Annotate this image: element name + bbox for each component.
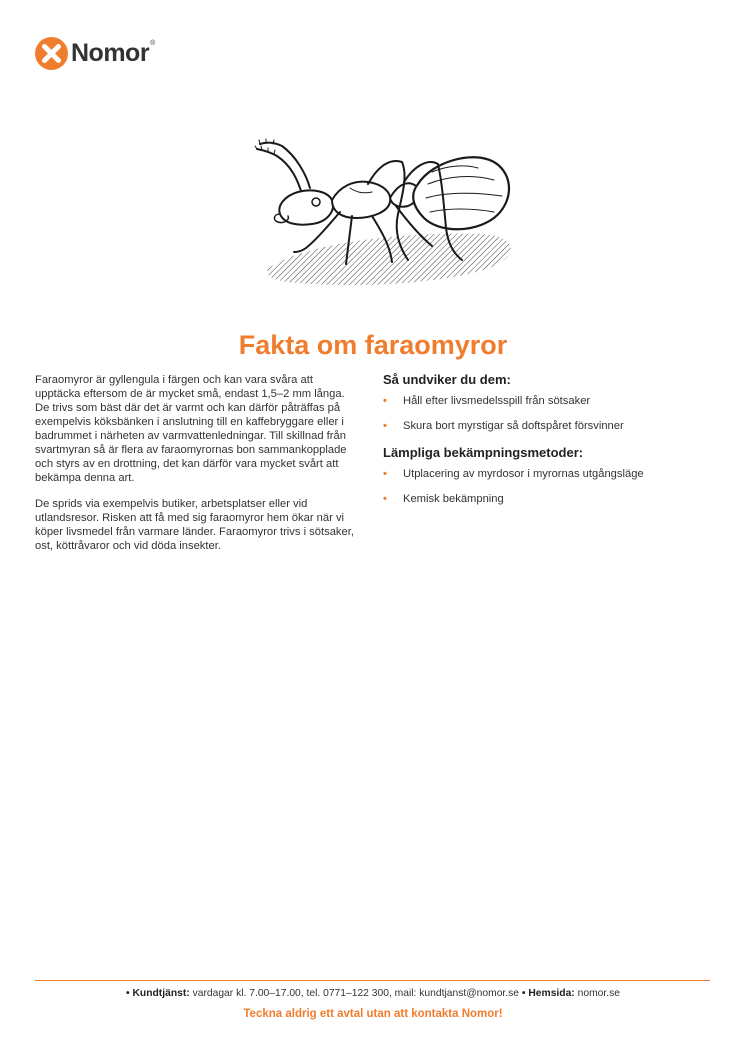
website-link[interactable]: nomor.se (577, 988, 620, 999)
bullet-icon: • (383, 468, 387, 480)
methods-list (383, 468, 718, 506)
list-item-text: Utplacering av myrdosor i myrornas utgångsläge (403, 468, 644, 480)
list-item-text: Håll efter livsmedelsspill från sötsaker (403, 395, 591, 407)
footer-call-to-action: Teckna aldrig ett avtal utan att kontakta Nomor! (243, 1008, 503, 1020)
list-item (383, 420, 718, 433)
list-item (383, 468, 718, 481)
list-item-text: Kemisk bekämpning (403, 493, 504, 505)
nomor-logo-icon (35, 37, 68, 70)
registered-mark: ® (150, 40, 156, 47)
list-item (383, 395, 718, 408)
footer-divider (35, 980, 710, 981)
support-text: vardagar kl. 7.00–17.00, tel. 0771–122 300, mail: kundtjanst@nomor.se (192, 988, 520, 999)
footer-contact (0, 988, 746, 999)
list-item-text: Skura bort myrstigar så doftspåret försvinner (403, 420, 624, 432)
avoid-list (383, 395, 718, 433)
bullet-icon: • (383, 395, 387, 407)
footer-bullet: • (521, 988, 526, 999)
list-item (383, 493, 718, 506)
website-label: Hemsida: (528, 988, 575, 999)
bullet-icon: • (383, 493, 387, 505)
bullet-icon: • (383, 420, 387, 432)
intro-paragraph: De sprids via exempelvis butiker, arbetsplatser eller vid utlandsresor. Risken att få med sig faraomyror hem ökar när vi köper livsmedel från varmare länder. Faraomyror trivs i sötsaker, ost, köttråvaror och vid döda insekter. (35, 498, 354, 552)
footer-bullet: • (126, 988, 130, 999)
avoid-heading: Så undviker du dem: (383, 372, 511, 387)
advice-section (383, 372, 718, 518)
ant-icon (232, 136, 517, 291)
brand-logo (35, 36, 155, 70)
intro-paragraph: Faraomyror är gyllengula i färgen och kan vara svåra att upptäcka eftersom de är mycket små, endast 1,5–2 mm långa. De trivs som bäst där det är varmt och kan därför påträffas på exempelvis köksbänken i anslutning till en kaffebryggare eller i badrummet i närheten av varmvattenledningar. Till skillnad från svartmyran så är flera av faraomyrornas bon sammankopplade och styrs av en drottning, det kan därför vara mycket svårt att bekämpa denna art. (35, 374, 347, 484)
page-title: Fakta om faraomyror (238, 330, 508, 360)
brand-name: Nomor (71, 38, 150, 67)
methods-heading: Lämpliga bekämpningsmetoder: (383, 445, 584, 460)
support-label: Kundtjänst: (132, 988, 190, 999)
intro-text (35, 373, 357, 565)
